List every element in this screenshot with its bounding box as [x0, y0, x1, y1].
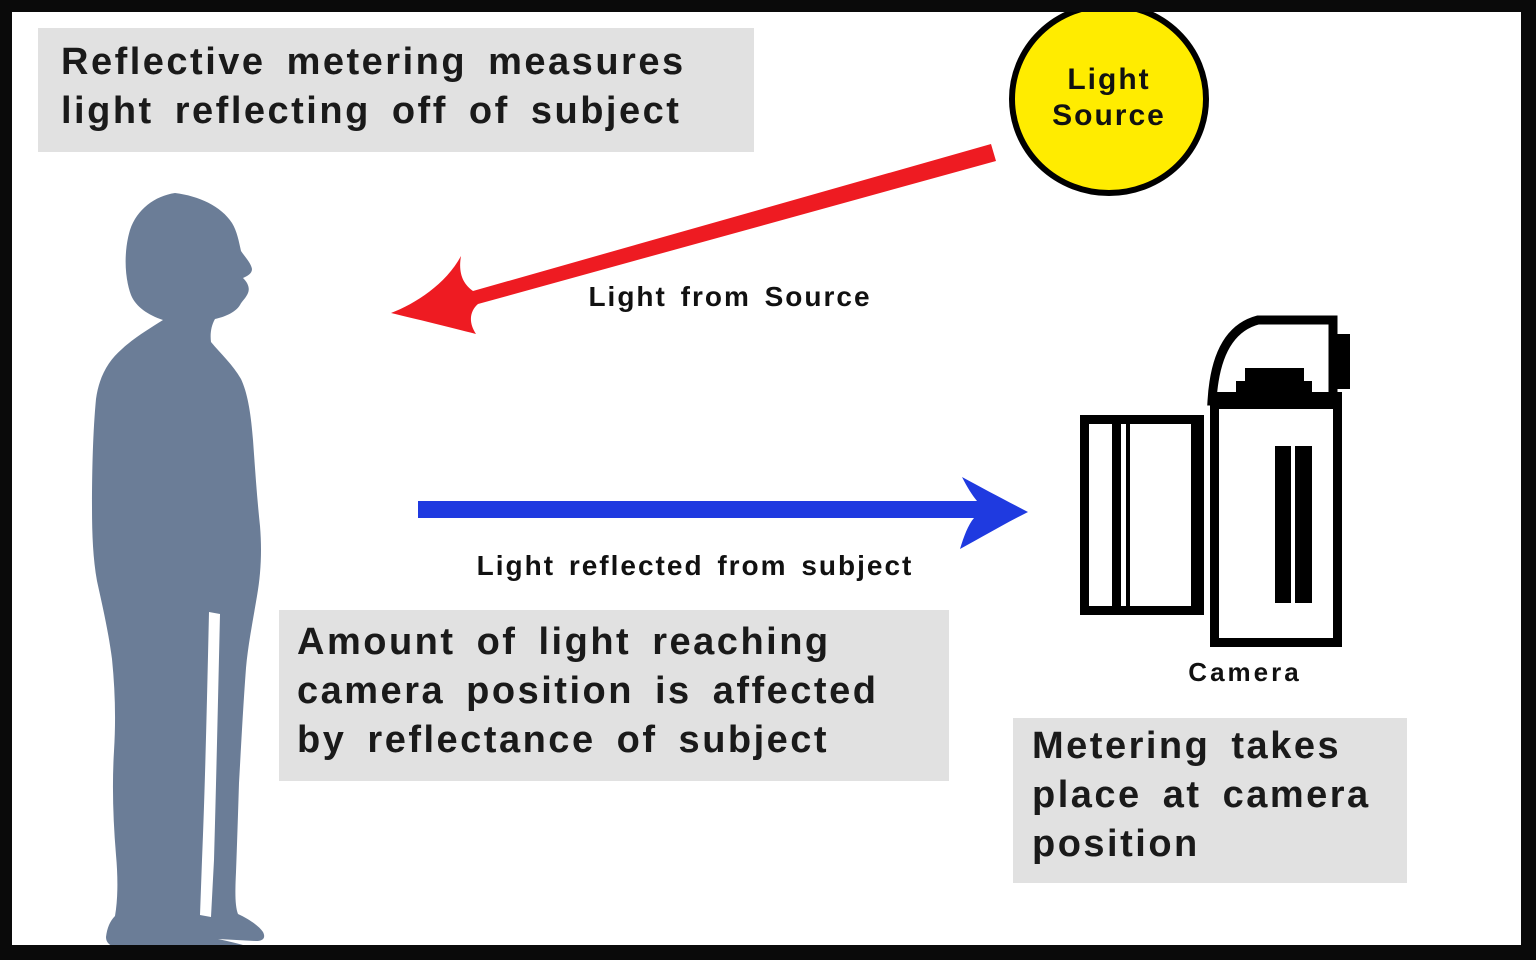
caption-line: Metering takes — [1032, 725, 1342, 767]
camera-icon — [1085, 320, 1351, 643]
subject-silhouette-icon — [92, 193, 264, 948]
light-source-label-line: Light — [1067, 63, 1151, 96]
blue-arrow-label: Light reflected from subject — [476, 550, 914, 581]
caption-line: Amount of light reaching — [297, 621, 831, 663]
light-source-label-line: Source — [1052, 99, 1166, 132]
red-arrow-label: Light from Source — [588, 281, 872, 312]
caption-line: place at camera — [1032, 774, 1371, 816]
light-source-label — [1009, 62, 1209, 134]
camera-label: Camera — [1188, 657, 1302, 687]
caption-line: light reflecting off of subject — [61, 90, 682, 132]
caption-line: camera position is affected — [297, 670, 879, 712]
caption-line: position — [1032, 823, 1200, 865]
caption-line: by reflectance of subject — [297, 719, 830, 761]
blue-arrow-icon — [418, 477, 1028, 549]
caption-line: Reflective metering measures — [61, 41, 686, 83]
